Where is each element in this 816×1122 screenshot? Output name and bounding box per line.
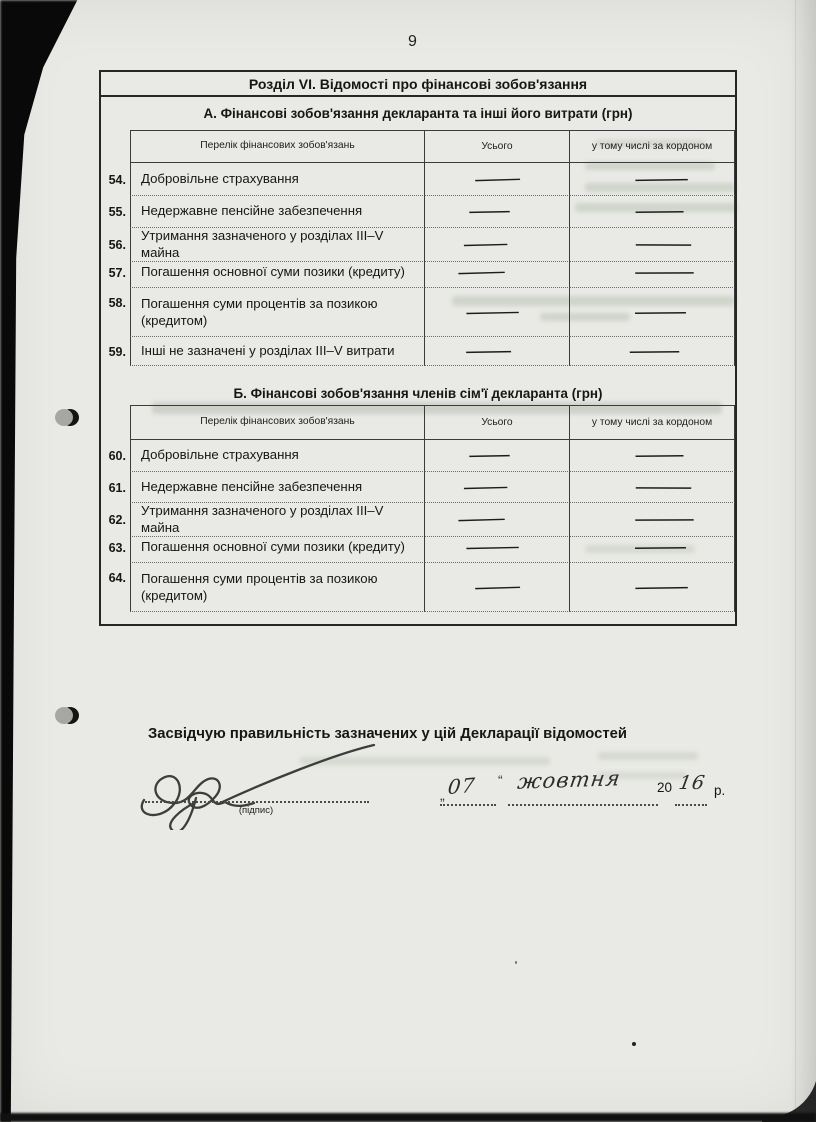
column-header: у тому числі за кордоном — [570, 405, 735, 440]
part-b-title: Б. Фінансові зобов'язання членів сім'ї декларанта (грн) — [233, 386, 603, 401]
total-cell — [425, 337, 570, 366]
table-row — [101, 503, 735, 533]
table-row — [101, 163, 735, 196]
table-a — [101, 130, 735, 366]
handwritten-dash: — — [628, 342, 680, 360]
abroad-cell — [570, 503, 735, 537]
abroad-cell — [570, 533, 735, 563]
abroad-cell — [570, 337, 735, 366]
hole-punch — [61, 409, 79, 426]
part-a-title: А. Фінансові зобов'язання декларанта та інші його витрати (грн) — [203, 106, 633, 121]
row-number: 55. — [108, 205, 126, 219]
handwritten-dash: — — [634, 263, 694, 282]
table-row — [101, 440, 735, 472]
total-cell — [425, 563, 570, 612]
handwritten-dash: — — [463, 302, 521, 322]
scan-edge-bottom — [0, 1113, 816, 1122]
handwritten-dash: — — [455, 263, 507, 282]
signature-line — [145, 801, 369, 803]
month-line — [508, 804, 658, 806]
year-line — [675, 804, 707, 806]
handwritten-dash: — — [472, 169, 522, 189]
handwritten-dash: — — [461, 477, 509, 497]
abroad-cell — [570, 258, 735, 288]
handwritten-dash: — — [634, 235, 692, 254]
table-a-header-row — [101, 130, 735, 163]
table-row — [101, 228, 735, 258]
handwritten-dash: — — [633, 578, 689, 596]
total-cell — [425, 196, 570, 228]
handwritten-dash: — — [463, 538, 521, 557]
table-row — [101, 533, 735, 563]
row-number: 63. — [108, 541, 126, 555]
close-quote: “ — [498, 772, 503, 788]
total-cell — [425, 440, 570, 472]
abroad-cell — [570, 563, 735, 612]
scan-edge-right — [790, 0, 816, 1122]
handwritten-month: жовтня — [516, 766, 623, 794]
row-label: Недержавне пенсійне забезпечення — [130, 196, 425, 228]
abroad-cell — [570, 288, 735, 337]
row-number: 59. — [108, 344, 126, 359]
abroad-cell — [570, 163, 735, 196]
row-number: 57. — [108, 266, 126, 280]
scan-speck — [632, 1042, 636, 1046]
row-number: 64. — [108, 571, 126, 585]
table-row — [101, 288, 735, 337]
total-cell — [425, 258, 570, 288]
row-label: Добровільне страхування — [130, 163, 425, 196]
row-label: Недержавне пенсійне забезпечення — [130, 472, 425, 503]
table-row — [101, 563, 735, 612]
row-number: 62. — [108, 513, 126, 527]
table-row — [101, 472, 735, 503]
handwritten-dash: — — [633, 538, 687, 557]
row-label: Погашення основної суми позики (кредиту) — [130, 258, 425, 288]
row-number: 56. — [108, 238, 126, 252]
row-label: Погашення суми процентів за позикою (кредитом) — [130, 563, 425, 612]
handwritten-signature — [130, 740, 382, 830]
handwritten-dash: — — [633, 303, 687, 321]
handwritten-dash: — — [467, 446, 511, 465]
table-row — [101, 196, 735, 228]
handwritten-dash: — — [464, 342, 512, 360]
handwritten-dash: — — [634, 478, 692, 496]
handwritten-dash: — — [634, 202, 684, 221]
section-vi-box — [99, 70, 737, 626]
total-cell — [425, 503, 570, 537]
scan-speck — [515, 961, 517, 964]
handwritten-dash: — — [633, 170, 689, 188]
handwritten-dash: — — [634, 446, 684, 465]
abroad-cell — [570, 228, 735, 262]
abroad-cell — [570, 472, 735, 503]
scan-edge-left — [0, 0, 90, 1122]
abroad-cell — [570, 440, 735, 472]
row-label: Утримання зазначеного у розділах III–V майна — [130, 503, 425, 537]
row-number: 54. — [108, 172, 126, 187]
column-header: у тому числі за кордоном — [570, 130, 735, 163]
table-row — [101, 337, 735, 366]
total-cell — [425, 288, 570, 337]
handwritten-dash: — — [461, 235, 509, 254]
section-title: Розділ VI. Відомості про фінансові зобов'язання — [101, 72, 735, 97]
row-label: Добровільне страхування — [130, 440, 425, 472]
column-header: Усього — [425, 130, 570, 163]
hole-punch — [61, 707, 79, 724]
row-label: Погашення суми процентів за позикою (кредитом) — [130, 288, 425, 337]
table-b-header-row — [101, 405, 735, 440]
total-cell — [425, 533, 570, 563]
date-block — [438, 766, 748, 816]
total-cell — [425, 472, 570, 503]
handwritten-dash: — — [455, 510, 507, 529]
row-number: 58. — [108, 296, 126, 310]
signature-caption: (підпис) — [238, 805, 274, 816]
bleed-through-text — [598, 752, 698, 760]
gutter-cell — [101, 130, 130, 163]
year-prefix: 20 — [657, 780, 673, 795]
day-line — [440, 804, 496, 806]
row-label: Погашення основної суми позики (кредиту) — [130, 533, 425, 563]
table-b — [101, 405, 735, 612]
handwritten-year: 16 — [677, 772, 708, 794]
total-cell — [425, 228, 570, 262]
page-number: 9 — [408, 33, 417, 50]
column-header: Перелік фінансових зобов'язань — [130, 405, 425, 440]
row-label: Інші не зазначені у розділах III–V витрати — [130, 337, 425, 366]
row-number: 60. — [108, 449, 126, 463]
handwritten-dash: — — [467, 202, 511, 221]
certification-statement: Засвідчую правильність зазначених у цій Декларації відомостей — [148, 726, 627, 742]
gutter-cell — [101, 405, 130, 440]
year-suffix: р. — [714, 783, 726, 798]
open-quote: „ — [440, 787, 445, 803]
total-cell — [425, 163, 570, 196]
handwritten-dash: — — [634, 510, 694, 529]
table-row — [101, 258, 735, 288]
column-header: Перелік фінансових зобов'язань — [130, 130, 425, 163]
handwritten-dash: — — [472, 577, 522, 597]
handwritten-day: 07 — [446, 772, 477, 800]
abroad-cell — [570, 196, 735, 228]
column-header: Усього — [425, 405, 570, 440]
paper-fold-line — [795, 0, 796, 1122]
row-label: Утримання зазначеного у розділах III–V майна — [130, 228, 425, 262]
row-number: 61. — [108, 480, 126, 495]
